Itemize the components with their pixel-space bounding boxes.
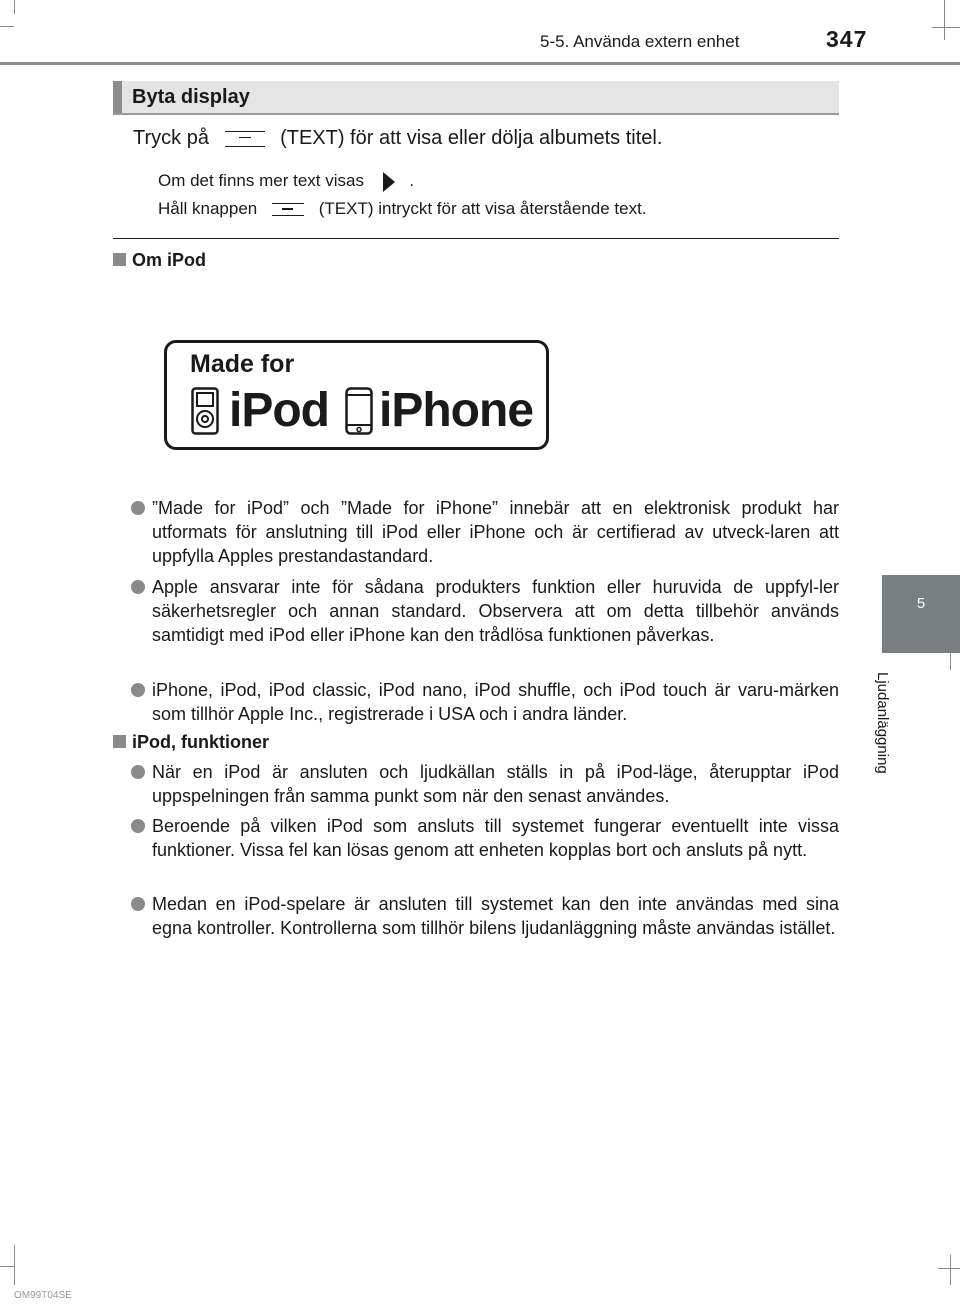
instruction-text: (TEXT) för att visa eller dölja albumets titel. bbox=[280, 127, 663, 149]
chapter-tab bbox=[882, 575, 960, 653]
list-item bbox=[131, 575, 839, 647]
chapter-label-wrap bbox=[874, 672, 915, 802]
note-text: Om det finns mer text visas bbox=[158, 171, 364, 190]
crop-mark bbox=[932, 27, 960, 28]
crop-mark bbox=[14, 1245, 15, 1285]
crop-mark bbox=[0, 26, 14, 27]
chapter-number: 5 bbox=[916, 595, 926, 612]
logo-ipod-text: iPod bbox=[229, 384, 329, 437]
instruction-text: Tryck på bbox=[133, 127, 209, 149]
list-item bbox=[131, 496, 839, 568]
heading-accent bbox=[113, 81, 122, 113]
header-rule bbox=[0, 62, 960, 65]
list-item bbox=[131, 678, 839, 726]
subheading bbox=[113, 732, 269, 753]
divider bbox=[113, 238, 839, 239]
square-bullet-icon bbox=[113, 253, 126, 266]
section-title: 5-5. Använda extern enhet bbox=[540, 32, 740, 51]
subheading bbox=[113, 250, 206, 271]
subheading-text: iPod, funktioner bbox=[132, 732, 269, 752]
instruction-line bbox=[133, 127, 662, 150]
bullet-icon bbox=[131, 683, 145, 697]
note-text: Håll knappen bbox=[158, 199, 258, 218]
note-line bbox=[158, 171, 414, 192]
crop-mark bbox=[938, 1268, 960, 1269]
list-item bbox=[131, 814, 839, 862]
list-item bbox=[131, 760, 839, 808]
logo-iphone-text: iPhone bbox=[379, 384, 534, 437]
crop-mark bbox=[14, 0, 15, 14]
chapter-label: Ljudanläggning bbox=[874, 672, 891, 774]
section-heading: Byta display bbox=[132, 86, 250, 108]
watermark: OM99T04SE bbox=[14, 1290, 72, 1301]
logo-made-for: Made for bbox=[190, 350, 295, 378]
bullet-icon bbox=[131, 765, 145, 779]
bullet-icon bbox=[131, 580, 145, 594]
iphone-icon bbox=[345, 387, 373, 435]
list-item-text: Apple ansvarar inte för sådana produkters funktion eller huruvida de uppfyl-ler säkerhetsregler och annan standard. Observera att om detta tillbehör används samtidigt med iPod eller iPhone kan den trådlösa funktionen påverkas. bbox=[152, 577, 839, 645]
text-button-icon bbox=[272, 203, 304, 216]
list-item-text: ”Made for iPod” och ”Made for iPhone” innebär att en elektronisk produkt har utformats för anslutning till iPod eller iPhone och är certifierad av utveck-laren att uppfylla Apples prestandastandard. bbox=[152, 498, 839, 566]
bullet-icon bbox=[131, 819, 145, 833]
crop-mark bbox=[0, 1266, 14, 1267]
list-item-text: iPhone, iPod, iPod classic, iPod nano, iPod shuffle, och iPod touch är varu-märken som tillhör Apple Inc., registrerade i USA och i andra länder. bbox=[152, 680, 839, 724]
bullet-icon bbox=[131, 501, 145, 515]
list-item bbox=[131, 892, 839, 940]
square-bullet-icon bbox=[113, 735, 126, 748]
subheading-text: Om iPod bbox=[132, 250, 207, 270]
ipod-icon bbox=[191, 387, 219, 435]
made-for-ipod-iphone-logo bbox=[164, 340, 549, 450]
note-line bbox=[158, 199, 647, 219]
note-text: (TEXT) intryckt för att visa återstående text. bbox=[318, 199, 647, 218]
bullet-icon bbox=[131, 897, 145, 911]
crop-mark bbox=[944, 0, 945, 40]
note-text: . bbox=[409, 171, 415, 190]
page-number: 347 bbox=[826, 26, 868, 52]
list-item-text: Beroende på vilken iPod som ansluts till systemet fungerar eventuellt inte vissa funktioner. Vissa fel kan lösas genom att enheten kopplas bort och ansluts på nytt. bbox=[152, 816, 839, 860]
text-button-icon bbox=[225, 131, 265, 147]
section-heading-bar bbox=[113, 81, 839, 115]
list-item-text: Medan en iPod-spelare är ansluten till systemet kan den inte användas med sina egna kontroller. Kontrollerna som tillhör bilens ljudanläggning måste användas istället. bbox=[152, 894, 839, 938]
crop-mark bbox=[950, 1255, 951, 1285]
right-arrow-icon bbox=[383, 172, 395, 192]
list-item-text: När en iPod är ansluten och ljudkällan ställs in på iPod-läge, återupptar iPod uppspelningen från samma punkt som när den senast användes. bbox=[152, 762, 839, 806]
